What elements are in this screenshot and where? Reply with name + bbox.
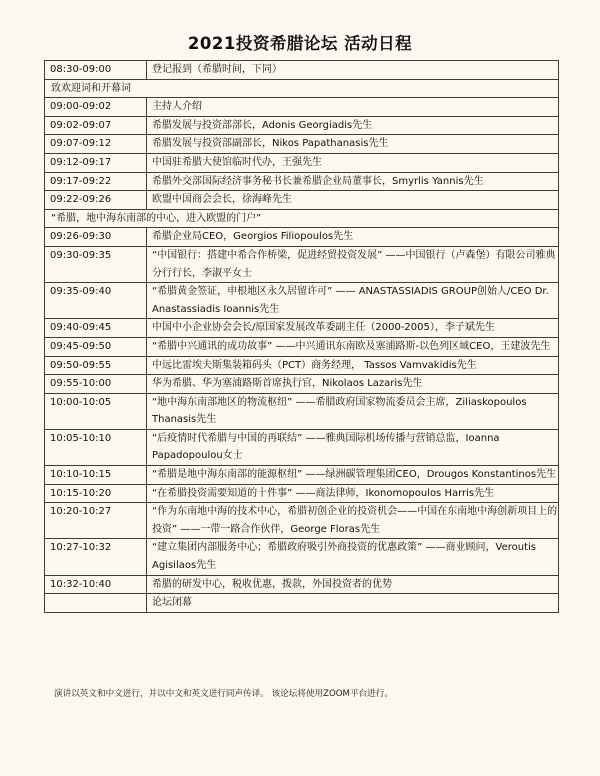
time-cell: 09:40-09:45 <box>45 319 147 338</box>
time-cell: 09:45-09:50 <box>45 337 147 356</box>
time-cell: 09:22-09:26 <box>45 191 147 210</box>
page-title: 2021投资希腊论坛 活动日程 <box>187 34 413 53</box>
time-cell: 10:00-10:05 <box>45 393 147 429</box>
time-cell: 09:26-09:30 <box>45 228 147 247</box>
description-cell: “地中海东南部地区的物流枢纽” ——希腊政府国家物流委员会主席，Ziliaskopoulos Thanasis先生 <box>147 393 559 429</box>
description-cell: “建立集团内部服务中心；希腊政府吸引外商投资的优惠政策” ——商业顾问，Veroutis Agisilaos先生 <box>147 539 559 575</box>
table-row <box>45 575 559 594</box>
time-cell: 09:02-09:07 <box>45 116 147 135</box>
time-cell: 10:27-10:32 <box>45 539 147 575</box>
table-row <box>45 191 559 210</box>
time-cell: 09:35-09:40 <box>45 283 147 319</box>
table-row <box>45 319 559 338</box>
time-cell: 10:15-10:20 <box>45 484 147 503</box>
description-cell: 中国中小企业协会会长/原国家发展改革委副主任（2000-2005），李子斌先生 <box>147 319 559 338</box>
description-cell: 希腊的研发中心，税收优惠，拨款，外国投资者的优势 <box>147 575 559 594</box>
description-cell: 希腊发展与投资部副部长，Nikos Papathanasis先生 <box>147 135 559 154</box>
footnote: 演讲以英文和中文进行，并以中文和英文进行同声传译。 该论坛将使用ZOOM平台进行。 <box>54 689 393 699</box>
description-cell: “后疫情时代希腊与中国的再联结” ——雅典国际机场传播与营销总监，Ioanna Papadopoulou女士 <box>147 429 559 465</box>
description-cell: “中国银行：搭建中希合作桥梁，促进经贸投资发展” ——中国银行（卢森堡）有限公司雅典分行行长，李淑平女士 <box>147 246 559 282</box>
section-header-row <box>45 209 559 228</box>
table-row <box>45 356 559 375</box>
table-row <box>45 503 559 539</box>
table-row <box>45 153 559 172</box>
time-cell: 10:05-10:10 <box>45 429 147 465</box>
table-row <box>45 466 559 485</box>
time-cell: 09:30-09:35 <box>45 246 147 282</box>
description-cell: 中远比雷埃夫斯集装箱码头（PCT）商务经理， Tassos Vamvakidis先生 <box>147 356 559 375</box>
time-cell: 09:50-09:55 <box>45 356 147 375</box>
section-header: “希腊，地中海东南部的中心，进入欧盟的门户” <box>45 209 559 228</box>
time-cell: 09:07-09:12 <box>45 135 147 154</box>
description-cell: “在希腊投资需要知道的十件事” ——商法律师，Ikonomopoulos Harris先生 <box>147 484 559 503</box>
time-cell: 09:00-09:02 <box>45 98 147 117</box>
description-cell: “希腊中兴通讯的成功故事” ——中兴通讯东南欧及塞浦路斯-以色列区域CEO，王建波先生 <box>147 337 559 356</box>
description-cell: 华为希腊、华为塞浦路斯首席执行官，Nikolaos Lazaris先生 <box>147 375 559 394</box>
table-row <box>45 429 559 465</box>
time-cell: 08:30-09:00 <box>45 61 147 80</box>
table-row <box>45 228 559 247</box>
table-row <box>45 116 559 135</box>
time-cell: 10:32-10:40 <box>45 575 147 594</box>
time-cell: 09:55-10:00 <box>45 375 147 394</box>
table-row <box>45 484 559 503</box>
table-row <box>45 61 559 80</box>
table-row <box>45 393 559 429</box>
section-header: 致欢迎词和开幕词 <box>45 79 559 98</box>
description-cell: “作为东南地中海的技术中心，希腊初创企业的投资机会——中国在东南地中海创新项目上的投资” ——一带一路合作伙伴，George Floras先生 <box>147 503 559 539</box>
description-cell: 论坛闭幕 <box>147 594 559 613</box>
description-cell: “希腊黄金签证，申根地区永久居留许可” —— ANASTASSIADIS GROUP创始人/CEO Dr. Anastassiadis Ioannis先生 <box>147 283 559 319</box>
table-row <box>45 283 559 319</box>
table-row <box>45 375 559 394</box>
description-cell: 登记报到（希腊时间，下同） <box>147 61 559 80</box>
table-row <box>45 539 559 575</box>
table-row <box>45 594 559 613</box>
table-row <box>45 337 559 356</box>
time-cell: 09:17-09:22 <box>45 172 147 191</box>
description-cell: “希腊是地中海东南部的能源枢纽” ——绿洲碳管理集团CEO，Drougos Konstantinos先生 <box>147 466 559 485</box>
schedule-table <box>44 60 559 613</box>
table-row <box>45 135 559 154</box>
description-cell: 希腊外交部国际经济事务秘书长兼希腊企业局董事长，Smyrlis Yannis先生 <box>147 172 559 191</box>
schedule-body <box>45 61 559 613</box>
section-header-row <box>45 79 559 98</box>
description-cell: 中国驻希腊大使馆临时代办，王强先生 <box>147 153 559 172</box>
description-cell: 欧盟中国商会会长，徐海峰先生 <box>147 191 559 210</box>
description-cell: 主持人介绍 <box>147 98 559 117</box>
table-row <box>45 246 559 282</box>
table-row <box>45 172 559 191</box>
time-cell <box>45 594 147 613</box>
description-cell: 希腊企业局CEO，Georgios Filiopoulos先生 <box>147 228 559 247</box>
time-cell: 09:12-09:17 <box>45 153 147 172</box>
description-cell: 希腊发展与投资部部长，Adonis Georgiadis先生 <box>147 116 559 135</box>
time-cell: 10:10-10:15 <box>45 466 147 485</box>
time-cell: 10:20-10:27 <box>45 503 147 539</box>
table-row <box>45 98 559 117</box>
